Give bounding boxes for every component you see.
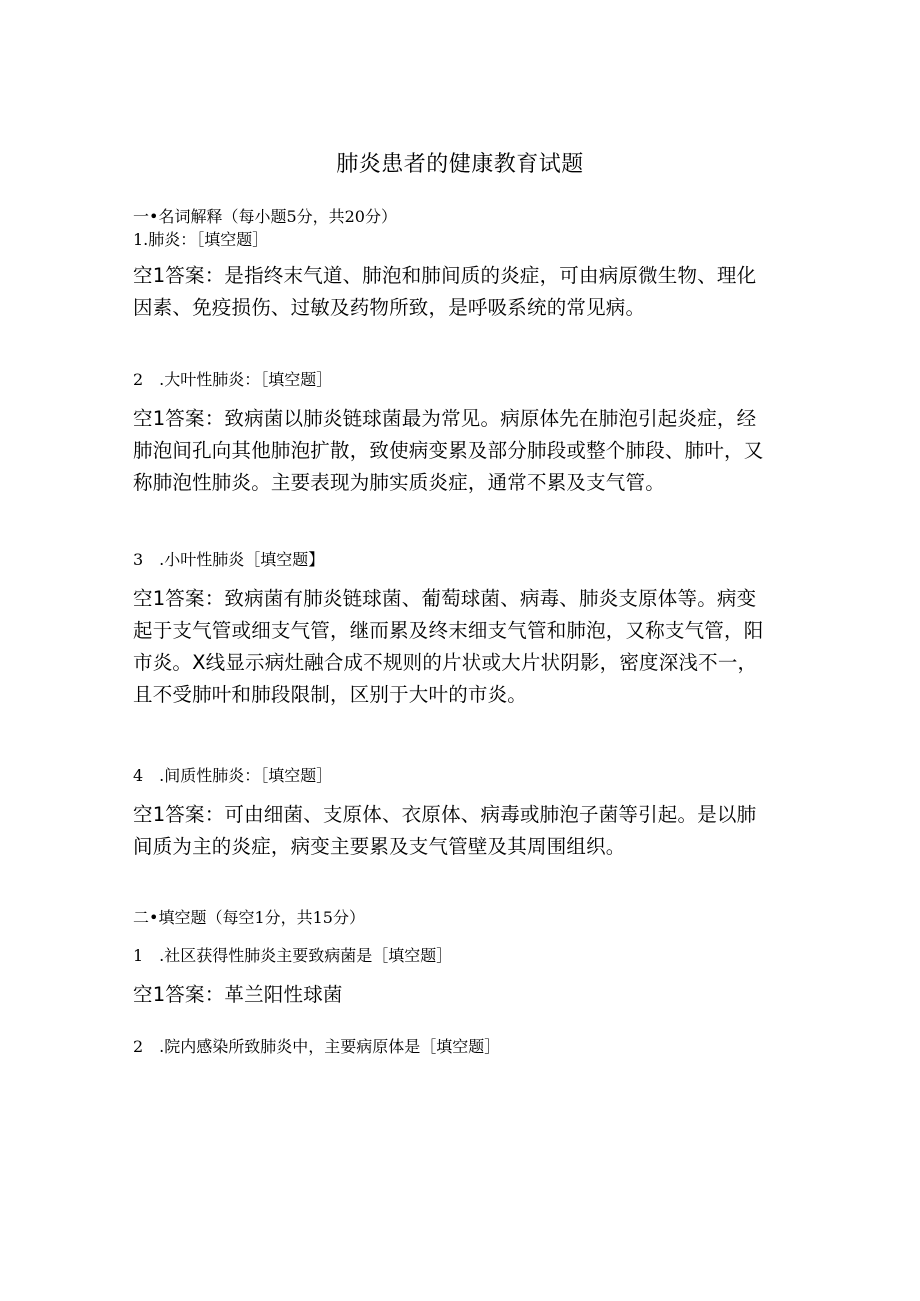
question-1-2: 2 .大叶性肺炎：［填空题］: [133, 370, 333, 389]
question-1-4: 4 .间质性肺炎：［填空题］: [133, 766, 333, 785]
answer-1-1: [133, 260, 783, 324]
answer-line: 空1答案：致病菌有肺炎链球菌、葡萄球菌、病毒、肺炎支原体等。病变: [133, 587, 757, 610]
answer-2-1: [133, 979, 783, 1011]
question-2-2: 2 .院内感染所致肺炎中，主要病原体是［填空题］: [133, 1037, 501, 1056]
answer-line: 空1答案：是指终末气道、肺泡和肺间质的炎症，可由病原微生物、理化: [133, 264, 757, 287]
answer-line: 空1答案：革兰阳性球菌: [133, 983, 343, 1006]
question-2-1: 1 .社区获得性肺炎主要致病菌是［填空题］: [133, 946, 453, 965]
answer-line: 起于支气管或细支气管，继而累及终末细支气管和肺泡，又称支气管，阳: [133, 619, 764, 642]
answer-line: 因素、免疫损伤、过敏及药物所致，是呼吸系统的常见病。: [133, 296, 646, 319]
page-title: 肺炎患者的健康教育试题: [336, 152, 584, 177]
section-heading-1: 一•名词解释（每小题5分，共20分）: [133, 207, 397, 226]
answer-1-2: [133, 403, 783, 499]
answer-line: 间质为主的炎症，病变主要累及支气管壁及其周围组织。: [133, 835, 626, 858]
answer-line: 肺泡间孔向其他肺泡扩散，致使病变累及部分肺段或整个肺段、肺叶，又: [133, 439, 764, 462]
answer-line: 且不受肺叶和肺段限制，区别于大叶的市炎。: [133, 683, 528, 706]
answer-1-3: [133, 583, 783, 711]
question-1-3: 3 .小叶性肺炎［填空题】: [133, 550, 325, 569]
answer-line: 空1答案：可由细菌、支原体、衣原体、病毒或肺泡子菌等引起。是以肺: [133, 803, 757, 826]
answer-line: 空1答案：致病菌以肺炎链球菌最为常见。病原体先在肺泡引起炎症，经: [133, 407, 757, 430]
answer-line: 称肺泡性肺炎。主要表现为肺实质炎症，通常不累及支气管。: [133, 471, 665, 494]
section-heading-2: 二•填空题（每空1分，共15分）: [133, 908, 365, 927]
question-1-1: 1.肺炎：［填空题］: [133, 230, 269, 249]
answer-line: 市炎。X线显示病灶融合成不规则的片状或大片状阴影，密度深浅不一，: [133, 651, 758, 674]
answer-1-4: [133, 799, 783, 863]
